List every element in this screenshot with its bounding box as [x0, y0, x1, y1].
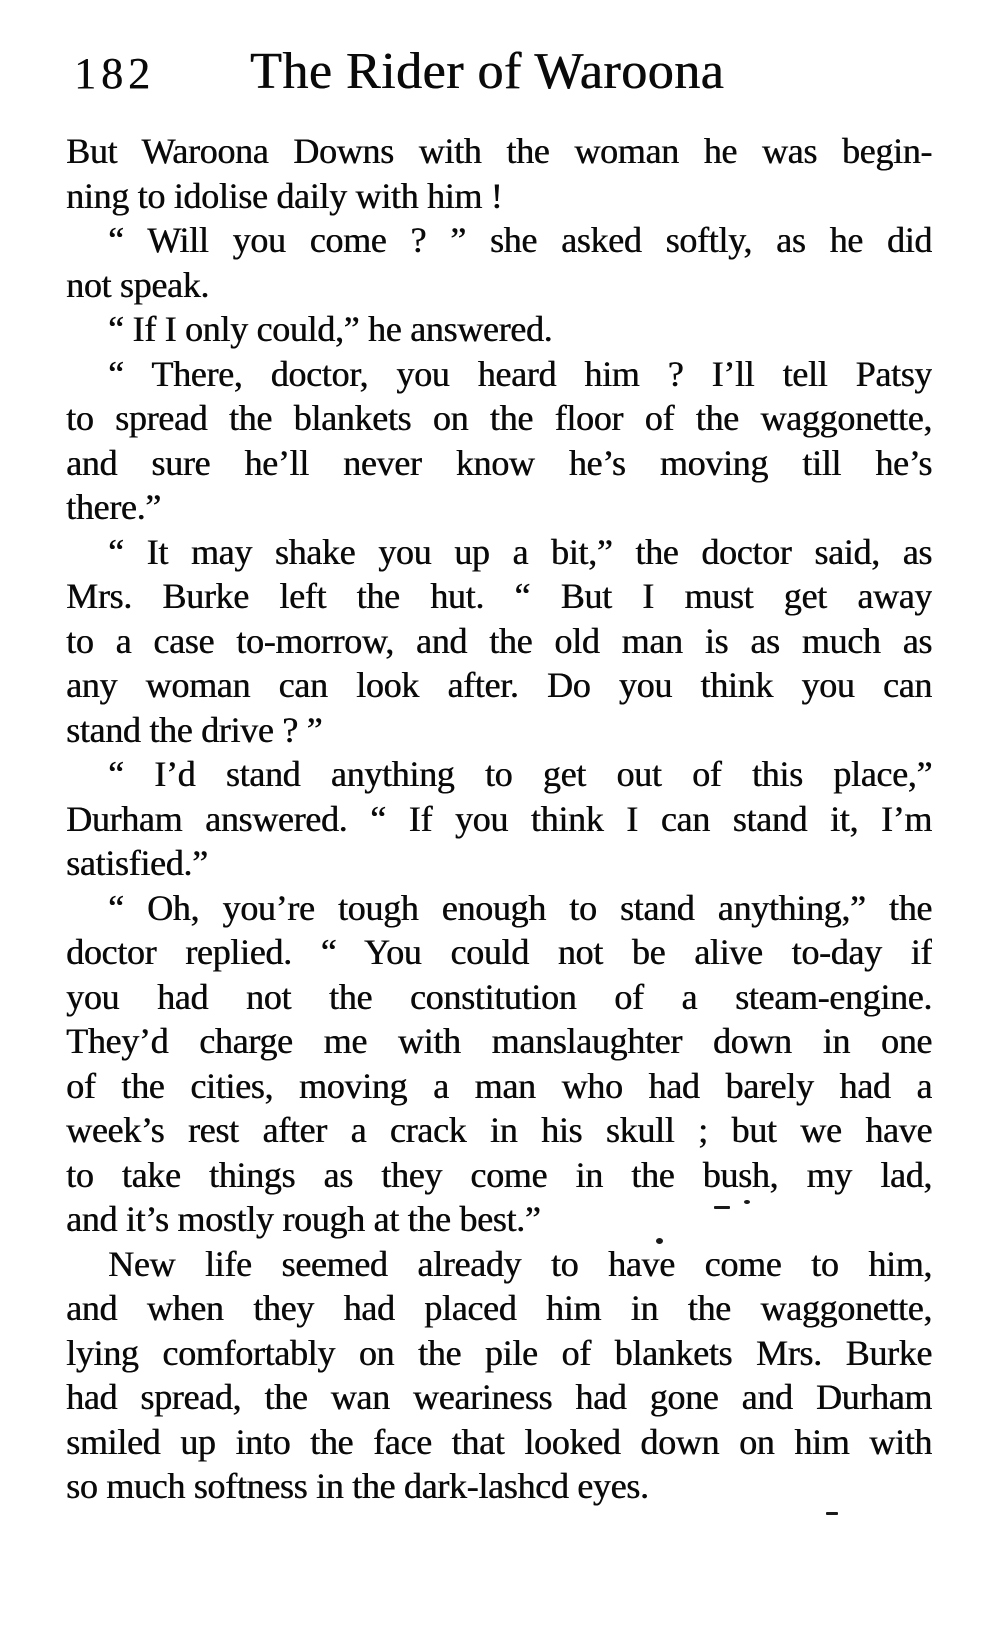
running-title: The Rider of Waroona [249, 43, 725, 100]
text-line: Mrs. Burke left the hut. “ But I must get away [66, 576, 932, 616]
text-line: They’d charge me with manslaughter down in one [66, 1021, 932, 1061]
text-line: to spread the blankets on the floor of the waggonette, [66, 398, 932, 438]
text-line: “ I’d stand anything to get out of this place,” [108, 754, 932, 794]
text-line: so much softness in the dark-lashcd eyes. [66, 1466, 649, 1506]
text-line: But Waroona Downs with the woman he was begin- [66, 131, 932, 171]
text-line: “ There, doctor, you heard him ? I’ll tell Patsy [108, 353, 932, 394]
text-line: Durham answered. “ If you think I can stand it, I’m [66, 798, 932, 839]
text-line: satisfied.” [66, 843, 208, 883]
text-line: you had not the constitution of a steam-engine. [66, 976, 932, 1017]
text-line: smiled up into the face that looked down on him with [66, 1421, 932, 1462]
text-line: of the cities, moving a man who had barely had a [66, 1065, 932, 1106]
paragraph [66, 218, 932, 307]
paragraph [66, 1242, 932, 1509]
ink-dash-artifact [714, 1206, 730, 1209]
text-line: New life seemed already to have come to him, [108, 1243, 932, 1284]
text-line: any woman can look after. Do you think you can [66, 665, 932, 705]
text-line: to a case to-morrow, and the old man is as much as [66, 620, 932, 661]
text-line: and it’s mostly rough at the best.” [66, 1199, 541, 1239]
text-line: not speak. [66, 264, 209, 305]
text-line: ning to idolise daily with him ! [66, 175, 503, 216]
ink-dot-artifact [656, 1238, 663, 1244]
paragraph [66, 752, 932, 886]
text-line: “ Will you come ? ” she asked softly, as he did [108, 220, 932, 260]
paragraph [66, 530, 932, 753]
page-header [66, 42, 934, 98]
text-line: and when they had placed him in the waggonette, [66, 1288, 932, 1328]
text-line: “ If I only could,” he answered. [108, 309, 553, 349]
page-number: 182 [74, 49, 155, 98]
paragraph [66, 129, 932, 218]
text-line: week’s rest after a crack in his skull ; but we have [66, 1110, 932, 1150]
body-text [66, 129, 932, 1509]
ink-dot-artifact [744, 1200, 750, 1204]
text-line: “ It may shake you up a bit,” the doctor said, as [108, 531, 932, 572]
text-line: there.” [66, 487, 161, 527]
ink-dash-artifact [826, 1512, 838, 1515]
paragraph [66, 886, 932, 1242]
text-line: lying comfortably on the pile of blankets Mrs. Burke [66, 1332, 932, 1373]
text-line: “ Oh, you’re tough enough to stand anything,” the [108, 887, 932, 928]
paragraph [66, 307, 932, 352]
text-line: stand the drive ? ” [66, 709, 323, 750]
text-line: and sure he’ll never know he’s moving till he’s [66, 442, 932, 483]
paragraph [66, 352, 932, 530]
text-line: doctor replied. “ You could not be alive to-day if [66, 932, 932, 972]
text-line: had spread, the wan weariness had gone and Durham [66, 1377, 932, 1417]
text-line: to take things as they come in the bush, my lad, [66, 1154, 932, 1195]
